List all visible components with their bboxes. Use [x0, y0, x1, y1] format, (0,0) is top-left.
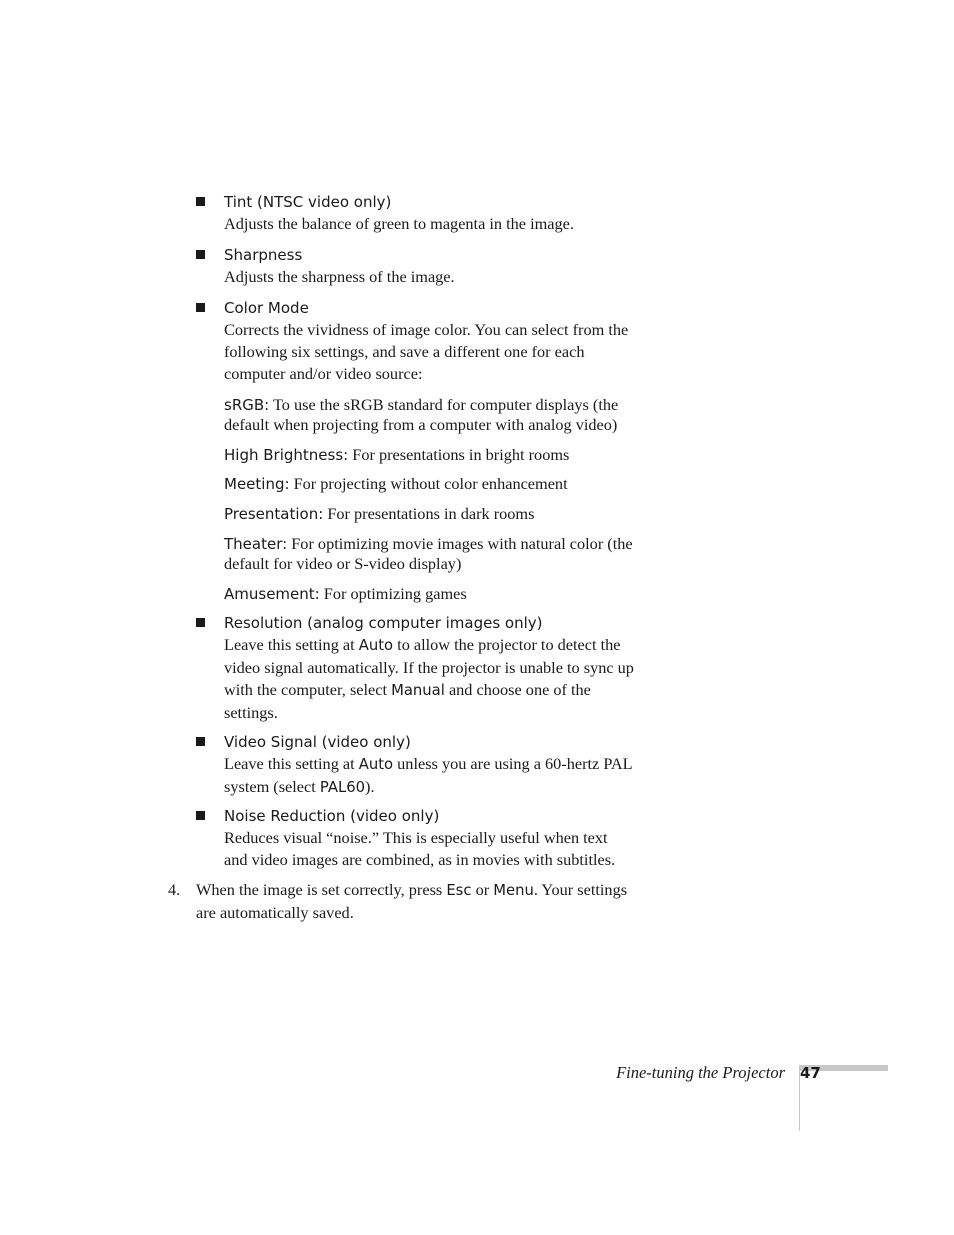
item-title: Color Mode: [224, 299, 309, 317]
setting-keyword: Auto: [358, 756, 394, 773]
bullet-square-icon: [196, 303, 205, 312]
step-desc: When the image is set correctly, press: [196, 880, 447, 899]
bullet-square-icon: [196, 197, 205, 206]
mode-label: Theater:: [224, 535, 288, 553]
item-description: Reduces visual “noise.” This is especially useful when text and video images are combined, as in movies with subtitles.: [224, 828, 616, 869]
item-title: Video Signal (video only): [224, 733, 411, 751]
desc-text: ).: [365, 777, 375, 796]
mode-text: For optimizing games: [319, 584, 467, 603]
color-mode-meeting: [224, 474, 634, 494]
mode-label: sRGB:: [224, 396, 270, 414]
desc-text: Leave this setting at: [224, 635, 359, 654]
step-desc: . Your settings are automatically saved.: [196, 880, 628, 922]
item-title: Noise Reduction (video only): [224, 807, 440, 825]
mode-label: Presentation:: [224, 505, 324, 523]
step-text: [196, 879, 632, 924]
step-desc: or: [471, 880, 494, 899]
desc-text: and choose one of the settings.: [224, 680, 591, 722]
bullet-square-icon: [196, 250, 205, 259]
mode-text: For presentations in dark rooms: [323, 504, 535, 523]
desc-text: Leave this setting at: [224, 754, 359, 773]
color-mode-high-brightness: [224, 445, 634, 465]
mode-label: Amusement:: [224, 585, 320, 603]
bullet-square-icon: [196, 618, 205, 627]
mode-label: High Brightness:: [224, 446, 349, 464]
item-title: Sharpness: [224, 246, 303, 264]
item-description: [224, 634, 634, 724]
setting-keyword: Auto: [358, 637, 394, 654]
desc-text: unless you are using a 60-hertz PAL system (select: [224, 754, 632, 796]
key-menu: Menu: [493, 882, 534, 899]
item-description: [224, 753, 634, 799]
color-mode-presentation: [224, 504, 634, 524]
desc-text: to allow the projector to detect the video signal automatically. If the projector is unable to sync up with the computer, select: [224, 635, 634, 699]
item-description: Adjusts the sharpness of the image.: [224, 267, 455, 286]
mode-text: To use the sRGB standard for computer displays (the default when projecting from a computer with analog video): [224, 395, 619, 434]
bullet-square-icon: [196, 811, 205, 820]
item-description: Corrects the vividness of image color. You can select from the following six settings, and save a different one for each computer and/or video source:: [224, 320, 629, 383]
color-mode-srgb: [224, 395, 634, 435]
key-esc: Esc: [446, 882, 472, 899]
item-description: Adjusts the balance of green to magenta in the image.: [224, 214, 574, 233]
setting-keyword: Manual: [391, 682, 445, 699]
item-title: Resolution (analog computer images only): [224, 614, 543, 632]
step-number: 4.: [168, 880, 181, 899]
item-title: Tint (NTSC video only): [224, 193, 392, 211]
footer-chapter-title: Fine-tuning the Projector: [616, 1063, 785, 1082]
setting-keyword: PAL60: [319, 779, 366, 796]
page-number: 47: [800, 1064, 821, 1082]
mode-label: Meeting:: [224, 475, 290, 493]
color-mode-amusement: [224, 584, 634, 604]
color-mode-theater: [224, 534, 634, 574]
mode-text: For optimizing movie images with natural color (the default for video or S-video display): [224, 534, 633, 573]
mode-text: For presentations in bright rooms: [348, 445, 570, 464]
mode-text: For projecting without color enhancement: [289, 474, 568, 493]
bullet-square-icon: [196, 737, 205, 746]
